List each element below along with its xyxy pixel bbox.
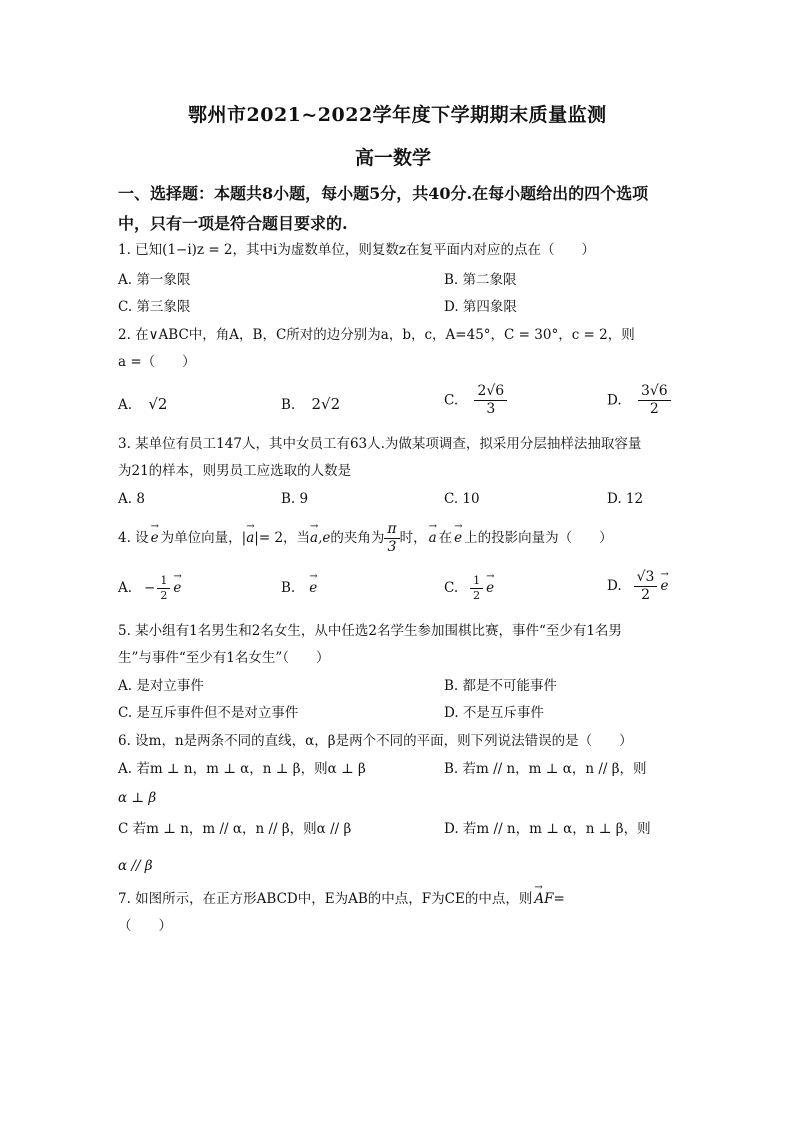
q6-option-c: C 若m ⊥ n，m // α，n // β，则α // β (118, 821, 352, 837)
q4-option-c (444, 575, 494, 602)
q2-option-c (444, 384, 507, 418)
page-title: 鄂州市2021~2022学年度下学期期末质量监测 (188, 104, 607, 126)
q4-angle-numerator: π (384, 522, 399, 539)
question-3-stem-line1: 3. 某单位有员工147人，其中女员工有63人.为做某项调查，拟采用分层抽样法抽取容量 (118, 436, 642, 452)
q6-option-d-line2: α // β (118, 858, 153, 874)
q4-angle-denominator: 3 (387, 539, 397, 556)
q4-text-7: 上的投影向量为（ ） (464, 530, 613, 547)
q6-option-b-line2: α ⊥ β (118, 790, 157, 806)
q2-option-c-denominator: 3 (486, 401, 496, 418)
q2-option-a (118, 397, 167, 413)
q4-option-d-vector-e: → e (660, 580, 668, 594)
q1-option-b: B. 第二象限 (444, 272, 517, 288)
q4-vector-e: → e (151, 532, 159, 546)
q5-option-a: A. 是对立事件 (118, 678, 204, 694)
q4-angle-fraction (384, 522, 399, 556)
q2-option-d (607, 384, 671, 418)
q2-option-c-numerator: 2√6 (474, 384, 507, 401)
q5-option-c: C. 是互斥事件但不是对立事件 (118, 705, 299, 721)
question-2-stem-line1: 2. 在∨ABC中，角A，B，C所对的边分别为a，b，c，A=45°，C = 30°，c = 2，则 (118, 327, 635, 343)
q4-option-d-fraction (634, 570, 658, 604)
question-5-stem-line2: 生”与事件“至少有1名女生”（ ） (118, 650, 330, 666)
q2-option-d-denominator: 2 (649, 401, 659, 418)
q4-vector-a-2: → a (429, 532, 437, 546)
section-heading-line2: 中，只有一项是符合题目要求的. (118, 214, 348, 233)
q3-option-a: A. 8 (118, 491, 145, 507)
q5-option-b: B. 都是不可能事件 (444, 678, 558, 694)
question-7-stem-line1 (118, 893, 565, 907)
q4-option-b-label: B. (281, 580, 296, 596)
q4-option-d (607, 570, 668, 604)
q4-text-1: 4. 设 (118, 530, 149, 547)
q4-option-a-vector-e: → e (173, 582, 181, 596)
q3-option-d: D. 12 (607, 491, 644, 507)
q3-option-c: C. 10 (444, 491, 480, 507)
q4-option-c-numerator: 1 (470, 575, 483, 589)
q1-option-d: D. 第四象限 (444, 299, 517, 315)
question-1-stem: 1. 已知(1−i)z = 2，其中i为虚数单位，则复数z在复平面内对应的点在（ ） (118, 242, 595, 258)
page-subtitle: 高一数学 (355, 147, 432, 169)
q1-option-c: C. 第三象限 (118, 299, 191, 315)
q4-option-a-denominator: 2 (160, 589, 168, 603)
q2-option-c-label: C. (444, 392, 459, 409)
q4-option-a-fraction (157, 575, 170, 602)
q6-option-b-line1: B. 若m // n，m ⊥ α，n // β，则 (444, 761, 647, 777)
q4-text-5: 时， (399, 530, 427, 547)
q5-option-d: D. 不是互斥事件 (444, 705, 544, 721)
q6-option-a: A. 若m ⊥ n，m ⊥ α，n ⊥ β，则α ⊥ β (118, 761, 366, 777)
q2-option-d-label: D. (607, 392, 622, 409)
q4-text-6: 在 (438, 530, 453, 547)
section-heading-line1: 一、选择题：本题共8小题，每小题5分，共40分.在每小题给出的四个选项 (118, 184, 649, 203)
q7-equals: = (553, 891, 565, 907)
q4-option-a-numerator: 1 (157, 575, 170, 589)
q4-option-b (281, 582, 317, 596)
q4-option-a-label: A. (118, 579, 133, 596)
q4-option-c-vector-e: → e (486, 582, 494, 596)
q4-vector-e-2: → e (454, 532, 462, 546)
question-6-stem: 6. 设m，n是两条不同的直线，α，β是两个不同的平面，则下列说法错误的是（ ） (118, 733, 633, 749)
question-5-stem-line1: 5. 某小组有1名男生和2名女生，从中任选2名学生参加围棋比赛，事件“至少有1名男 (118, 623, 622, 639)
q3-option-b: B. 9 (281, 491, 309, 507)
q2-option-b-value: 2√2 (311, 395, 341, 413)
question-7-stem-line2: （ ） (118, 918, 172, 934)
question-3-stem-line2: 为21的样本，则男员工应选取的人数是 (118, 463, 352, 479)
q2-option-c-fraction (474, 384, 507, 418)
q4-vector-a: → a (246, 532, 254, 546)
q4-option-d-numerator: √3 (634, 570, 658, 587)
q1-option-a: A. 第一象限 (118, 272, 191, 288)
q4-option-d-denominator: 2 (641, 587, 651, 604)
q2-option-d-fraction (638, 384, 671, 418)
q4-option-c-fraction (470, 575, 483, 602)
q2-option-b-label: B. (281, 397, 296, 413)
q4-option-c-label: C. (444, 579, 459, 596)
q2-option-d-numerator: 3√6 (638, 384, 671, 401)
q6-option-d-line1: D. 若m // n，m ⊥ α，n ⊥ β，则 (444, 821, 651, 837)
q4-option-a (118, 575, 181, 602)
q4-option-c-denominator: 2 (473, 589, 481, 603)
q4-text-4: 的夹角为 (330, 530, 385, 547)
question-2-stem-line2: a =（ ） (118, 354, 196, 370)
q4-option-d-label: D. (607, 578, 622, 595)
q7-text: 7. 如图所示，在正方形ABCD中，E为AB的中点，F为CE的中点，则 (118, 891, 533, 907)
q4-option-b-vector-e: → e (309, 582, 317, 596)
q2-option-a-label: A. (118, 397, 133, 413)
q4-text-2: 为单位向量，| (160, 530, 247, 547)
q4-option-a-sign: − (144, 579, 156, 596)
q4-vectors-a-e: → a,e (310, 532, 330, 546)
q4-text-3: |= 2，当 (254, 530, 311, 547)
question-4-stem (118, 522, 613, 556)
q7-vector-af: → AF (534, 893, 553, 907)
q2-option-a-value: √2 (148, 395, 168, 413)
q2-option-b (281, 397, 340, 413)
